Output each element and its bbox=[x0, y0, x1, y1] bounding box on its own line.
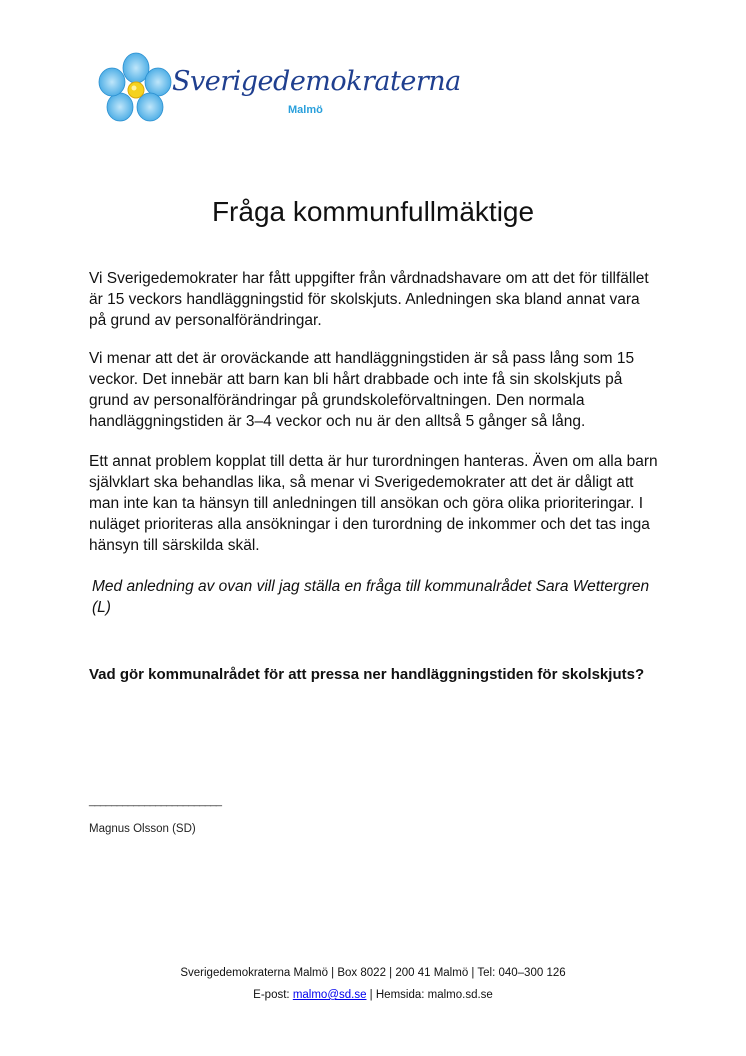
footer-contact: Sverigedemokraterna Malmö | Box 8022 | 200 41 Malmö | Tel: 040–300 126 bbox=[180, 967, 566, 979]
email-label: E-post: bbox=[253, 989, 293, 1001]
paragraph-3: Ett annat problem kopplat till detta är hur turordningen hanteras. Även om alla barn självklart ska behandlas lika, så menar vi Sverigedemokrater att det är dåligt att man inte kan ta hänsyn till anledningen till ansökan och göra olika prioriteringar. I nuläget prioriteras alla ansökningar i den turordning de inkommer och det tas inga hänsyn till särskilda skäl. bbox=[89, 453, 658, 554]
brand-city: Malmö bbox=[288, 104, 323, 116]
document-title: Fråga kommunfullmäktige bbox=[211, 196, 535, 227]
question-text: Vad gör kommunalrådet för att pressa ner handläggningstiden för skolskjuts? bbox=[89, 666, 645, 683]
signature-line: ________________________ bbox=[89, 795, 222, 807]
footer-links bbox=[0, 989, 746, 1001]
paragraph-2: Vi menar att det är oroväckande att handläggningstiden är så pass lång som 15 veckor. Det innebär att barn kan bli hårt drabbade och inte få sin skolskjuts på grund av personalförändringar på grundskoleförvaltningen. Den normala handläggningstiden är 3–4 veckor och nu är den alltså 5 gånger så lång. bbox=[89, 350, 635, 430]
signature-name: Magnus Olsson (SD) bbox=[89, 823, 196, 835]
brand-name: Sverigedemokraterna bbox=[172, 66, 461, 97]
paragraph-1: Vi Sverigedemokrater har fått uppgifter från vårdnadshavare om att det för tillfället är 15 veckors handläggningstid för skolskjuts. Anledningen ska bland annat vara på grund av personalförändringar. bbox=[89, 270, 649, 329]
website-label: | Hemsida: malmo.sd.se bbox=[366, 989, 493, 1001]
party-logo bbox=[96, 52, 461, 124]
email-link[interactable]: malmo@sd.se bbox=[292, 989, 367, 1001]
anemone-flower-icon bbox=[96, 52, 176, 124]
question-intro: Med anledning av ovan vill jag ställa en fråga till kommunalrådet Sara Wettergren (L) bbox=[92, 578, 650, 616]
